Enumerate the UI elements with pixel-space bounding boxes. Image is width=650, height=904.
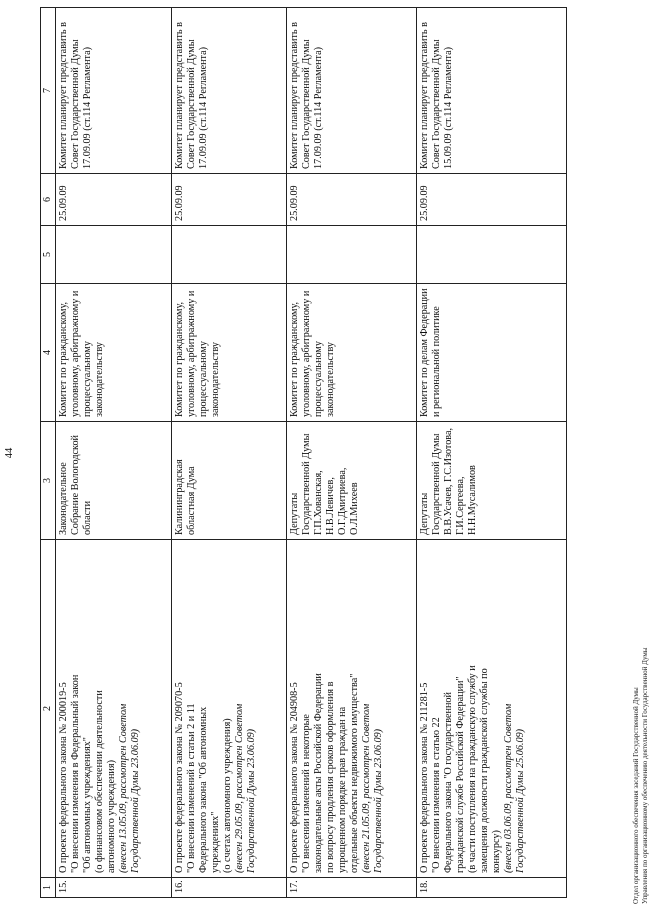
bill-line: упрощенном порядке прав граждан на: [336, 706, 348, 873]
initiator: Законодательное Собрание Вологодской области: [55, 422, 171, 540]
bill-line: "О внесении изменения в Федеральный закон: [69, 674, 81, 873]
table-row: [286, 8, 416, 898]
bill-status: Государственной Думы 25.06.09): [515, 728, 527, 873]
responsible-committee: Комитет по гражданскому, уголовному, арбитражному и процессуальному законодательству: [55, 284, 171, 422]
footer-line: Отдел организационного обеспечения заседаний Государственной Думы: [632, 687, 640, 904]
header-cell: 5: [41, 226, 56, 284]
bill-line: (в части поступления на гражданскую службу и: [466, 665, 478, 873]
plan-cell: Комитет планирует представить в Совет Государственной Думы 17.09.09 (ст.114 Регламента): [55, 8, 171, 174]
bill-line: О проекте федерального закона № 211281-5: [418, 682, 430, 873]
column-5-cell: [55, 226, 171, 284]
bill-status: (внесен 29.05.09, рассмотрен Советом: [233, 703, 245, 873]
bill-description: [171, 540, 286, 878]
responsible-committee: Комитет по гражданскому, уголовному, арбитражному и процессуальному законодательству: [171, 284, 286, 422]
table-header-row: [41, 8, 56, 898]
bill-line: О проекте федерального закона № 209070-5: [173, 682, 185, 873]
bill-line: замещения должности гражданской службы по: [478, 668, 490, 873]
bill-line: "О внесении изменений в статьи 2 и 11: [185, 703, 197, 873]
initiator: Депутаты Государственной Думы Г.П.Хованская, Н.В.Левичев, О.Г.Дмитриева, О.Л.Михеев: [286, 422, 416, 540]
bill-line: законодательные акты Российской Федерации: [312, 673, 324, 873]
page-footer: [632, 648, 650, 904]
column-5-cell: [286, 226, 416, 284]
date-cell: 25.09.09: [55, 174, 171, 226]
row-number: 15.: [55, 878, 171, 898]
bill-line: автономного учреждения): [105, 760, 117, 873]
bill-status: (внесен 03.06.09, рассмотрен Советом: [503, 703, 515, 873]
table-row: [55, 8, 171, 898]
bill-description: [286, 540, 416, 878]
page-number: 44: [4, 447, 15, 459]
column-5-cell: [171, 226, 286, 284]
header-cell: 3: [41, 422, 56, 540]
bill-line: О проекте федерального закона № 204908-5: [288, 682, 300, 873]
plan-cell: Комитет планирует представить в Совет Государственной Думы 17.09.09 (ст.114 Регламента): [286, 8, 416, 174]
bill-line: Федерального закона "Об автономных: [197, 706, 209, 873]
bill-line: "О внесении изменения в статью 22: [430, 717, 442, 873]
header-cell: 1: [41, 878, 56, 898]
table-row: [171, 8, 286, 898]
date-cell: 25.09.09: [416, 174, 566, 226]
responsible-committee: Комитет по делам Федерации и региональной политике: [416, 284, 566, 422]
bill-description: [55, 540, 171, 878]
bill-line: Федерального закона "О государственной: [442, 692, 454, 873]
bill-status: (внесен 13.05.09, рассмотрен Советом: [117, 703, 129, 873]
bill-description: [416, 540, 566, 878]
responsible-committee: Комитет по гражданскому, уголовному, арбитражному и процессуальному законодательству: [286, 284, 416, 422]
header-cell: 7: [41, 8, 56, 174]
column-5-cell: [416, 226, 566, 284]
bill-line: "О внесении изменений в некоторые: [300, 714, 312, 873]
rotated-landscape-content: [4, 8, 649, 904]
bills-table: [40, 7, 567, 898]
bill-line: конкурсу): [490, 830, 502, 873]
bill-line: "Об автономных учреждениях": [81, 737, 93, 873]
header-cell: 4: [41, 284, 56, 422]
plan-cell: Комитет планирует представить в Совет Государственной Думы 17.09.09 (ст.114 Регламента): [171, 8, 286, 174]
bill-line: отдельные объекты недвижимого имущества": [348, 673, 360, 873]
bill-line: учреждениях": [209, 811, 221, 873]
header-cell: 6: [41, 174, 56, 226]
footer-line: Управления по организационному обеспечению деятельности Государственной Думы: [640, 647, 649, 904]
date-cell: 25.09.09: [286, 174, 416, 226]
row-number: 16.: [171, 878, 286, 898]
bill-line: (о финансовом обеспечении деятельности: [93, 690, 105, 873]
initiator: Депутаты Государственной Думы В.В.Усачев, Г.С.Изотова, Г.И.Сергеева, Н.Н.Мусалимов: [416, 422, 566, 540]
bill-line: (о счетах автономного учреждения): [221, 718, 233, 873]
bill-status: Государственной Думы 23.06.09): [129, 728, 141, 873]
header-cell: 2: [41, 540, 56, 878]
bill-status: Государственной Думы 23.06.09): [373, 728, 385, 873]
plan-cell: Комитет планирует представить в Совет Государственной Думы 15.09.09 (ст.114 Регламента): [416, 8, 566, 174]
date-cell: 25.09.09: [171, 174, 286, 226]
bill-status: Государственной Думы 23.06.09): [245, 728, 257, 873]
initiator: Калининградская областная Дума: [171, 422, 286, 540]
bill-line: гражданской службе Российской Федерации": [454, 676, 466, 873]
row-number: 18.: [416, 878, 566, 898]
bill-status: (внесен 21.05.09, рассмотрен Советом: [360, 703, 372, 873]
bill-line: О проекте федерального закона № 200019-5: [57, 682, 69, 873]
table-row: [416, 8, 566, 898]
row-number: 17.: [286, 878, 416, 898]
bill-line: по вопросу продления сроков оформления в: [324, 681, 336, 873]
